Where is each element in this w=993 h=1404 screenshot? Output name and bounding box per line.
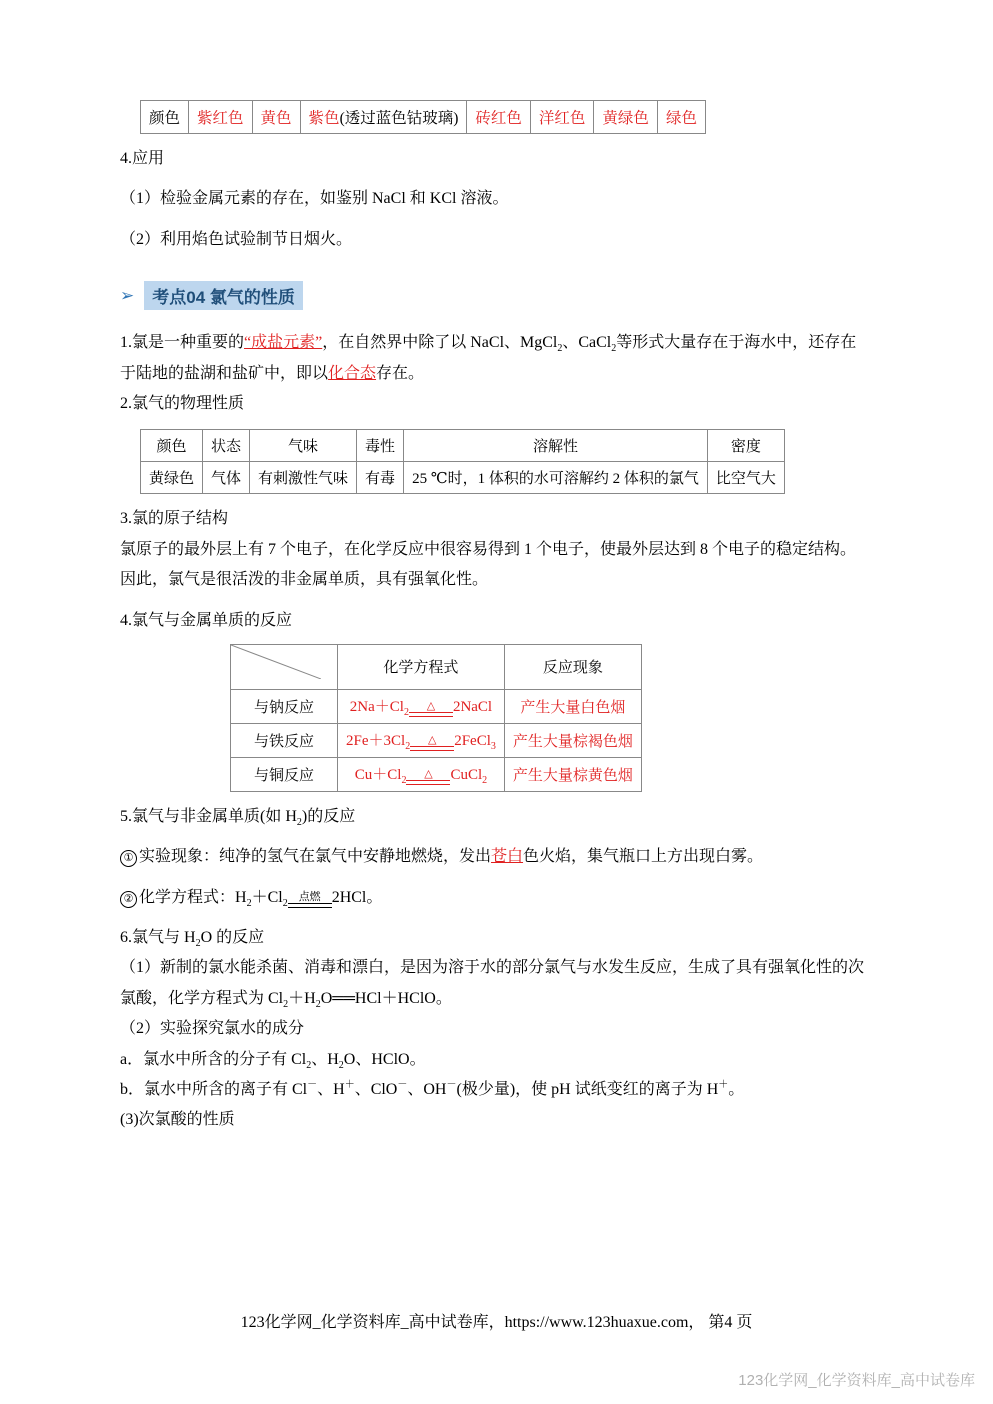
point5-heading: 5.氯气与非金属单质(如 $H_2$)的反应 — [120, 807, 356, 829]
header-odor: 气味 — [250, 430, 357, 462]
table-row — [231, 757, 642, 791]
equation-copper: $Cu+Cl_2$ △ CuCl$_2$ — [338, 757, 505, 791]
table-row — [231, 723, 642, 757]
cell-state: 气体 — [203, 462, 250, 494]
row-label-copper: 与铜反应 — [231, 757, 338, 791]
header-solubility: 溶解性 — [404, 430, 708, 462]
arrow-icon: ➢ — [120, 285, 135, 305]
point5-item1: ① 实验现象：纯净的氢气在氯气中安静地燃烧，发出苍白色火焰，集气瓶口上方出现白雾。 — [120, 842, 873, 872]
table-header-row — [141, 430, 785, 462]
color-row-label: 颜色 — [141, 101, 189, 134]
phenomenon-iron: 产生大量棕褐色烟 — [504, 723, 641, 757]
point3-heading: 3.氯的原子结构 — [120, 510, 229, 528]
point6-p2: （2）实验探究氯水的成分 — [120, 1020, 305, 1038]
point4-heading: 4.氯气与金属单质的反应 — [120, 611, 293, 629]
equation-iron: $2Fe+3Cl_2$ △ 2FeCl$_3$ — [338, 723, 505, 757]
diagonal-header-cell — [231, 644, 338, 689]
cell-solubility: 25 ℃时，1 体积的水可溶解约 2 体积的氯气 — [404, 462, 708, 494]
table-row — [141, 462, 785, 494]
point3-line2: 因此，氯气是很活泼的非金属单质，具有强氧化性。 — [120, 571, 489, 589]
flame-color-table — [140, 100, 706, 134]
phenomenon-sodium: 产生大量白色烟 — [504, 689, 641, 723]
cell-color: 黄绿色 — [141, 462, 203, 494]
point1-line2: 于陆地的盐湖和盐矿中，即以化合态存在。 — [120, 364, 425, 382]
watermark: 123化学网_化学资料库_高中试卷库 — [738, 1372, 975, 1389]
metal-reaction-table — [230, 644, 642, 792]
application-item-1: （1）检验金属元素的存在，如鉴别 NaCl 和 KCl 溶液。 — [120, 190, 509, 208]
point6-b-line: b．氯水中所含的离子有 Cl－、H＋、ClO－、OH－(极少量)，使 pH 试纸变红的离子为 H＋。 — [120, 1079, 745, 1099]
equation-sodium: $2Na+Cl_2$ △ 2NaCl — [338, 689, 505, 723]
table-header-row — [231, 644, 642, 689]
point6-p1-line1: （1）新制的氯水能杀菌、消毒和漂白，是因为溶于水的部分氯气与水发生反应，生成了具有强氧化性的次 — [120, 959, 865, 977]
header-phenomenon: 反应现象 — [504, 644, 641, 689]
section-title-text: 考点04 氯气的性质 — [144, 281, 303, 310]
header-equation: 化学方程式 — [338, 644, 505, 689]
physical-properties-table — [140, 429, 785, 494]
row-label-iron: 与铁反应 — [231, 723, 338, 757]
point6-p3: (3)次氯酸的性质 — [120, 1111, 235, 1129]
color-cell-6: 绿色 — [657, 101, 705, 134]
table-row — [141, 101, 706, 134]
color-cell-4: 洋红色 — [530, 101, 594, 134]
point6-p1-line2: 氯酸，化学方程式为 $Cl_2+H_2O══HCl+HClO$。 — [120, 989, 452, 1011]
color-cell-0: 紫红色 — [189, 101, 253, 134]
page-footer: 123化学网_化学资料库_高中试卷库，https://www.123huaxue.com， 第4 页 — [240, 1314, 753, 1331]
section-heading — [120, 281, 873, 310]
pale-white-underline: 苍白 — [491, 848, 524, 866]
point6-a-line: a．氯水中所含的分子有 $Cl_2$、$H_2O$、HClO。 — [120, 1050, 426, 1071]
circled-number-icon: ① — [120, 850, 137, 867]
header-color: 颜色 — [141, 430, 203, 462]
color-cell-1: 黄色 — [252, 101, 300, 134]
circled-number-icon-2: ② — [120, 891, 137, 908]
row-label-sodium: 与钠反应 — [231, 689, 338, 723]
cell-odor: 有刺激性气味 — [250, 462, 357, 494]
header-density: 密度 — [707, 430, 784, 462]
point1-line1: 1.氯是一种重要的“成盐元素”，在自然界中除了以 NaCl、MgCl$_2$、CaCl$_2$等形式大量存在于海水中，还存在 — [120, 334, 857, 355]
color-cell-5: 黄绿色 — [594, 101, 658, 134]
color-cell-2: 紫色(透过蓝色钴玻璃) — [300, 101, 467, 134]
application-heading: 4.应用 — [120, 150, 165, 167]
phenomenon-copper: 产生大量棕黄色烟 — [504, 757, 641, 791]
cell-toxicity: 有毒 — [357, 462, 404, 494]
point6-heading: 6.氯气与 $H_2O$ 的反应 — [120, 929, 265, 950]
compound-state-underline: 化合态 — [328, 364, 377, 382]
cell-density: 比空气大 — [707, 462, 784, 494]
point3-line1: 氯原子的最外层上有 7 个电子，在化学反应中很容易得到 1 个电子，使最外层达到 8 个电子的稳定结构。 — [120, 540, 857, 558]
header-toxicity: 毒性 — [357, 430, 404, 462]
point5-item2: ② 化学方程式：$H_2+Cl_2$ 点燃 2HCl。 — [120, 883, 873, 913]
table-row — [231, 689, 642, 723]
header-state: 状态 — [203, 430, 250, 462]
salt-element-underline: “成盐元素” — [244, 334, 323, 352]
color-cell-3: 砖红色 — [467, 101, 531, 134]
point2-heading: 2.氯气的物理性质 — [120, 394, 245, 412]
application-item-2: （2）利用焰色试验制节日烟火。 — [120, 230, 353, 248]
